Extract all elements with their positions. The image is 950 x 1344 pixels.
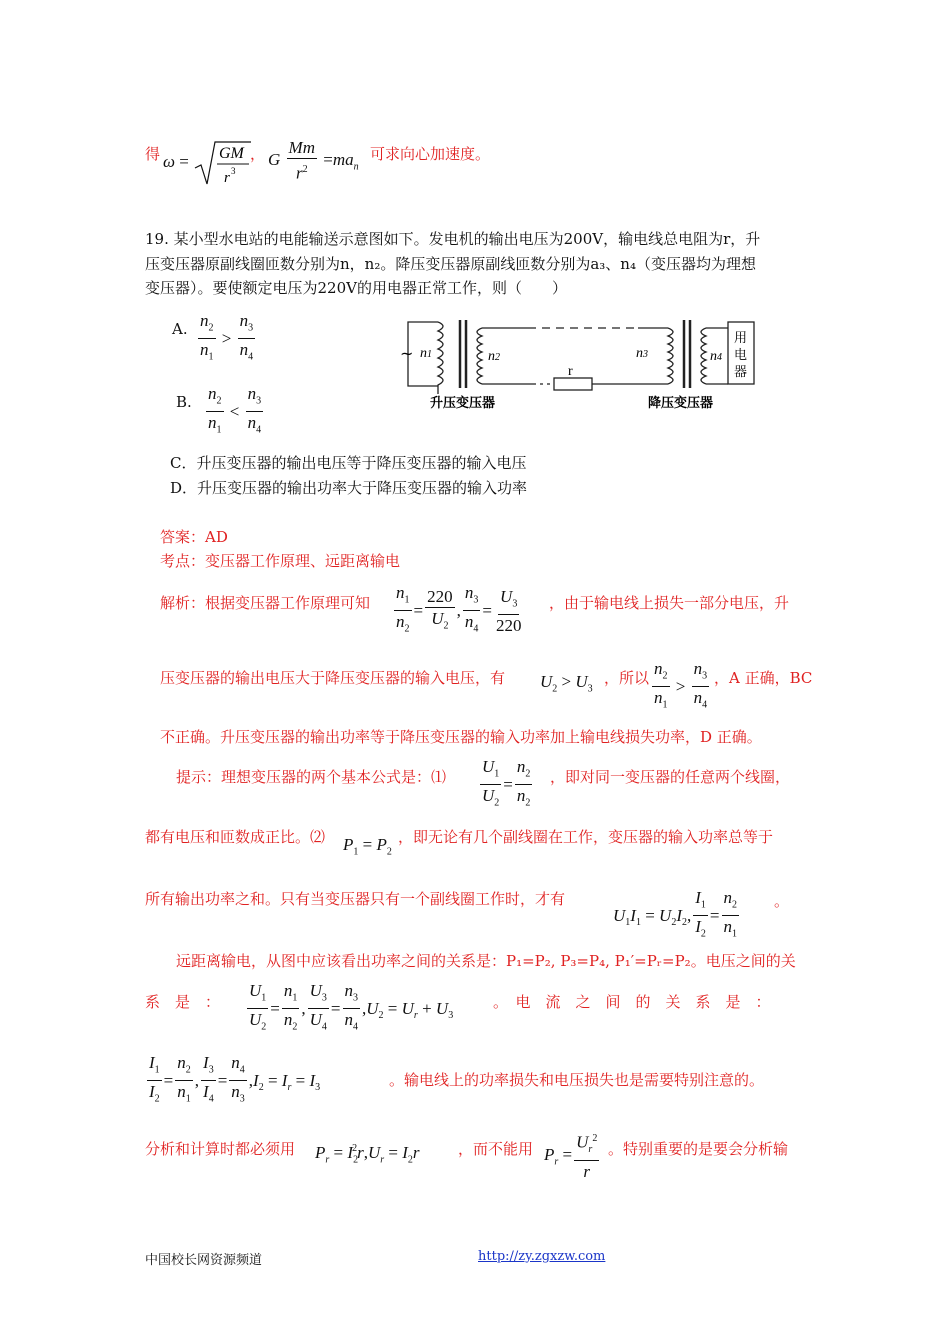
question-line-1: 19. 某小型水电站的电能输送示意图如下。发电机的输出电压为200V，输电线总电阻为r，升 (145, 230, 761, 248)
remote-4-pre: 分析和计算时都必须用 (145, 1140, 296, 1158)
analysis-1-post: ，由于输电线上损失一部分电压，升 (549, 594, 790, 612)
remote-3-formula: $\frac{I_1}{I_2}$ = $\frac{n_2}{n_1}$ , $\frac{I_3}{I_4}$ = $\frac{n_4}{n_3}$ $,I_2 = I_r = I_3$ (149, 1053, 321, 1105)
svg-text:器: 器 (734, 365, 748, 380)
svg-text:n1: n1 (420, 346, 432, 361)
answer: 答案：AD (160, 528, 228, 546)
analysis-2-formula: $\frac{n_2}{n_1}$ > $\frac{n_3}{n_4}$ (654, 659, 708, 711)
intro-prefix: 得 (145, 145, 161, 163)
analysis-2-ineq: $U_2 > U_3$ (540, 672, 593, 695)
analysis-2-pre: 压变压器的输出电压大于降压变压器的输入电压，有 (160, 669, 506, 687)
analysis-2-post: ，A 正确，BC (714, 669, 813, 687)
comma: ， (250, 145, 266, 163)
svg-text:GM: GM (219, 145, 244, 162)
formula-omega: ω = GM r 3 (163, 138, 253, 188)
remote-4-formula-2: $P_r$ = $\frac{U_r^2}{r}$ (544, 1129, 601, 1183)
hint-2-pre: 都有电压和匝数成正比。⑵ (145, 828, 326, 846)
hint-3-post: 。 (774, 892, 790, 910)
svg-text:~: ~ (400, 344, 414, 363)
remote-4-formula: $P_r = I_2^2r,U_r = I_2r$ (315, 1143, 420, 1166)
hint-2-post: ，即无论有几个副线圈在工作，变压器的输入功率总等于 (398, 828, 774, 846)
svg-text:r: r (568, 364, 573, 379)
formula-gravity: G $\frac{Mm}{r^2}$ $=ma_n$ (268, 138, 359, 183)
svg-text:电: 电 (734, 348, 748, 363)
keypoint: 考点：变压器工作原理、远距离输电 (160, 552, 401, 570)
option-a-label: A. (172, 320, 188, 338)
analysis-1-formula: $\frac{n_1}{n_2}$ = $\frac{220}{U_2}$ , $\frac{n_3}{n_4}$ = $\frac{U_3}{220}$ (396, 583, 522, 636)
label-step-down: 降压变压器 (648, 396, 714, 411)
analysis-1-pre: 解析：根据变压器工作原理可知 (160, 594, 371, 612)
question-line-2: 压变压器原副线圈匝数分别为n，n₂。降压变压器原副线匝数分别为a₃、n₄（变压器均为理想 (145, 255, 756, 273)
svg-text:n3: n3 (636, 346, 648, 361)
svg-text:r: r (224, 170, 230, 186)
hint-1-formula: $\frac{U_1}{U_2}$ = $\frac{n_2}{n_2}$ (482, 757, 531, 809)
remote-3-post: 。输电线上的功率损失和电压损失也是需要特别注意的。 (389, 1071, 765, 1089)
hint-1-pre: 提示：理想变压器的两个基本公式是：⑴ (176, 768, 447, 786)
hint-3-pre: 所有输出功率之和。只有当变压器只有一个副线圈工作时，才有 (145, 890, 566, 908)
label-step-up: 升压变压器 (430, 396, 496, 411)
transmission-diagram (398, 314, 770, 414)
remote-2-pre: 系 是 ： (145, 993, 221, 1011)
hint-3-formula: $U_1I_1 = U_2I_2$, $\frac{I_1}{I_2}$ = $\frac{n_2}{n_1}$ (613, 888, 738, 940)
analysis-3: 不正确。升压变压器的输出功率等于降压变压器的输入功率加上输电线损失功率，D 正确。 (160, 728, 762, 746)
analysis-2-mid: ，所以 (604, 669, 650, 687)
option-c: C．升压变压器的输出电压等于降压变压器的输入电压 (170, 454, 527, 472)
option-b-label: B. (176, 393, 192, 411)
remote-4-mid: ，而不能用 (458, 1140, 534, 1158)
hint-2-formula: $P_1 = P_2$ (343, 835, 392, 858)
svg-text:3: 3 (231, 166, 236, 176)
hint-1-post: ，即对同一变压器的任意两个线圈， (550, 768, 791, 786)
option-b-formula: $\frac{n_2}{n_1}$ < $\frac{n_3}{n_4}$ (208, 384, 262, 436)
sqrt-sign-icon (193, 138, 253, 188)
option-a-formula: $\frac{n_2}{n_1}$ > $\frac{n_3}{n_4}$ (200, 311, 254, 363)
svg-text:用: 用 (734, 331, 748, 346)
question-line-3: 变压器）。要使额定电压为220V的用电器正常工作，则（ ） (145, 279, 567, 297)
option-d: D．升压变压器的输出功率大于降压变压器的输入功率 (170, 479, 528, 497)
remote-4-post: 。特别重要的是要会分析输 (608, 1140, 789, 1158)
svg-text:n2: n2 (488, 349, 500, 364)
footer-link[interactable]: http://zy.zgxzw.com (478, 1249, 606, 1264)
remote-1: 远距离输电，从图中应该看出功率之间的关系是：P₁=P₂, P₃=P₄, P₁′=Pᵣ=P₂。电压之间的关 (176, 952, 796, 970)
svg-text:n4: n4 (710, 349, 722, 364)
intro-suffix: 可求向心加速度。 (370, 145, 491, 163)
footer-source: 中国校长网资源频道 (145, 1253, 263, 1268)
remote-2-post: 。 电 流 之 间 的 关 系 是 ： (493, 993, 771, 1011)
remote-2-formula: $\frac{U_1}{U_2}$ = $\frac{n_1}{n_2}$ , $\frac{U_3}{U_4}$ = $\frac{n_3}{n_4}$ $,U_2 = U_r + U_3$ (249, 981, 454, 1033)
